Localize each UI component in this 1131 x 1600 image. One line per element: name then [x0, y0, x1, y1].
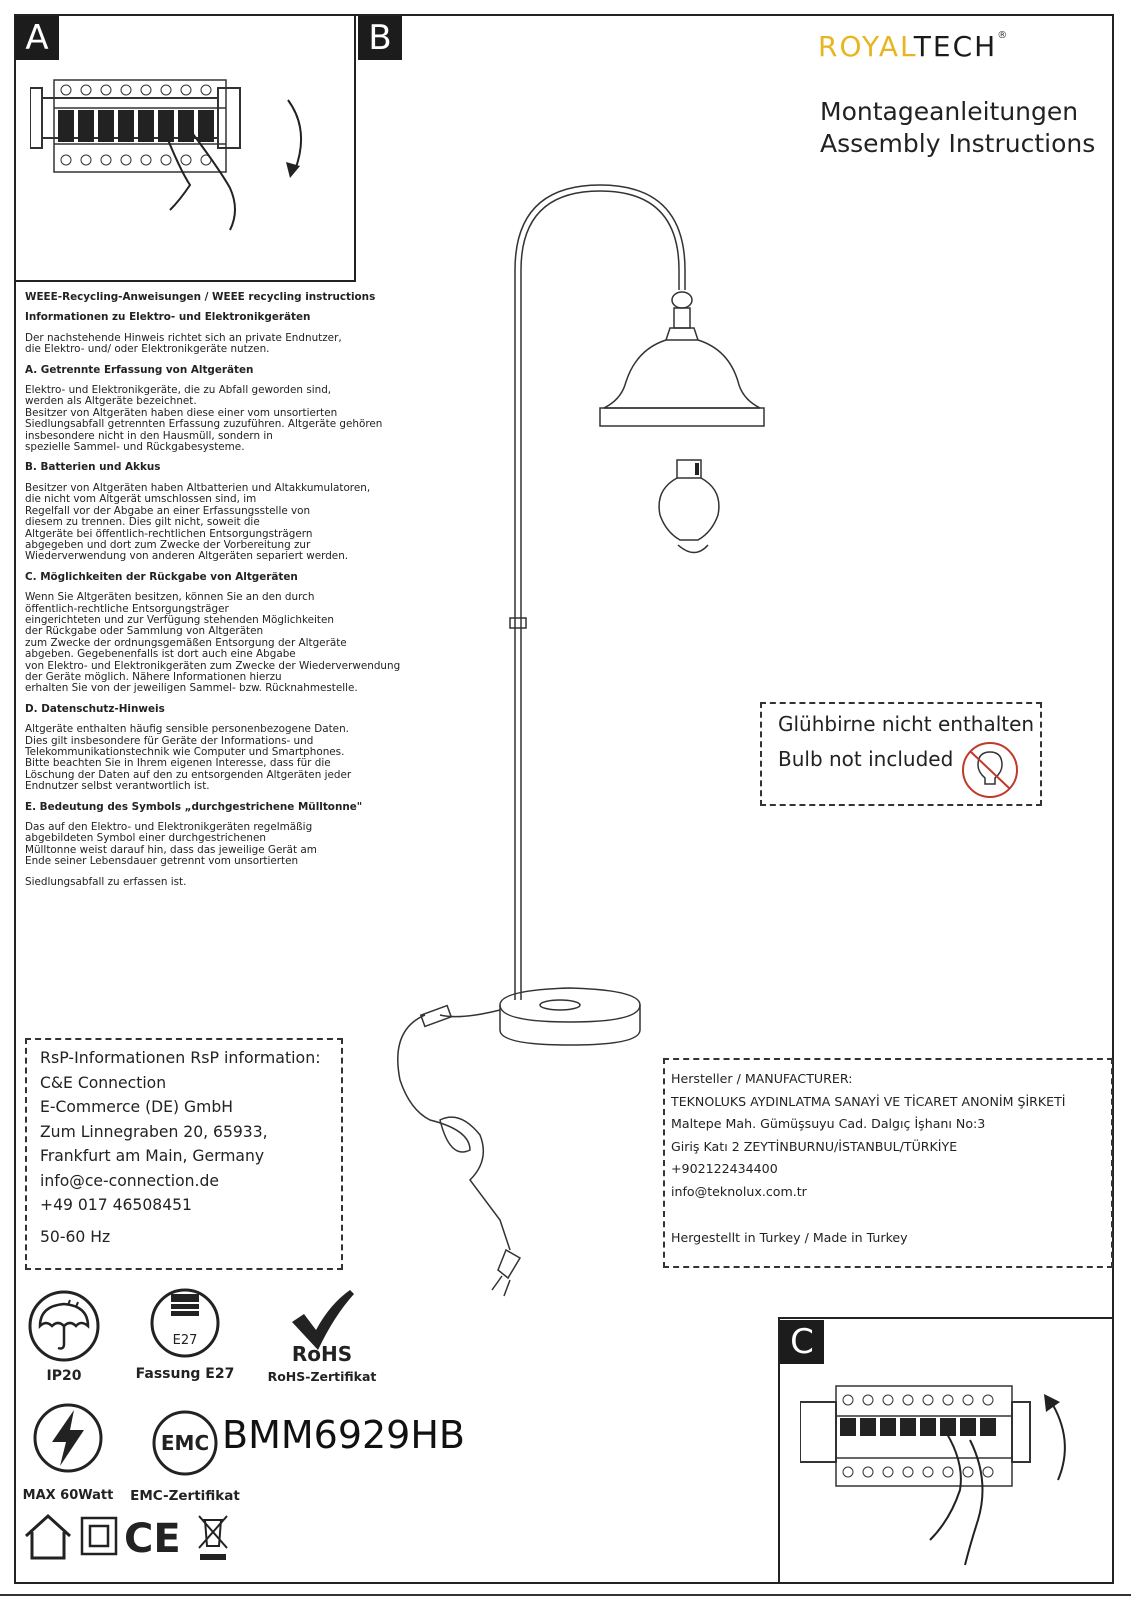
weee-section-d-title: D. Datenschutz-Hinweis [25, 702, 165, 715]
brand-name-part1: ROYAL [818, 30, 914, 63]
crossed-bin-icon [196, 1512, 230, 1564]
rohs-label: RoHS-Zertifikat [267, 1369, 377, 1384]
rohs-icon [282, 1284, 362, 1364]
brand-logo [818, 30, 1009, 63]
rsp-line: Zum Linnegraben 20, 65933, [40, 1122, 268, 1141]
rsp-line: E-Commerce (DE) GmbH [40, 1098, 233, 1116]
made-in-turkey: Hergestellt in Turkey / Made in Turkey [671, 1230, 908, 1245]
rsp-line: C&E Connection [40, 1073, 167, 1092]
e27-icon-text: E27 [172, 1333, 198, 1348]
weee-section-c-title: C. Möglichkeiten der Rückgabe von Altgeräten [25, 570, 298, 583]
weee-section-c-text: Wenn Sie Altgeräten besitzen, können Sie an den durch öffentlich-rechtliche Entsorgungsträger eingerichteten und zur Verfügung stehenden Möglichkeiten der Rückgabe oder Sammlung von Altgeräten zum Zwecke der ordnungsgemäßen Entsorgung der Altgeräte abgeben. Gegebenenfalls ist dort auch eine Abgabe von Elektro- und Elektronikgeräten zum Zwecke der Wiederverwendung der Geräte möglich. Nähere Informationen hierzu erhalten Sie von der jeweiligen Sammel- bzw. Rücknahmestelle. [25, 591, 401, 695]
bottom-rule [0, 1594, 1131, 1596]
weee-section-a-text: Elektro- und Elektronikgeräte, die zu Abfall geworden sind, werden als Altgeräte bezeichnet. Besitzer von Altgeräten haben diese einer vom unsortierten Siedlungsabfall getrennten Erfassung zuzuführen. Altgeräte gehören insbesondere nicht in den Hausmüll, sondern in spezielle Sammel- und Rückgabesysteme. [25, 384, 383, 454]
emc-icon-text: EMC [160, 1431, 210, 1455]
registered-mark: ® [997, 30, 1010, 41]
ce-mark-text: CE [124, 1516, 181, 1560]
manufacturer-line: TEKNOLUKS AYDINLATMA SANAYİ VE TİCARET ANONİM ŞİRKETİ [671, 1093, 1066, 1109]
weee-heading: WEEE-Recycling-Anweisungen / WEEE recycling instructions [25, 291, 376, 303]
step-label-c: C [780, 1320, 824, 1364]
manufacturer-line: Maltepe Mah. Gümüşsuyu Cad. Dalgıç İşhanı No:3 [671, 1116, 986, 1131]
weee-section-b-title: B. Batterien und Akkus [25, 461, 161, 474]
weee-section-e-title: E. Bedeutung des Symbols „durchgestrichene Mülltonne" [25, 800, 363, 813]
ip20-umbrella-icon [26, 1288, 102, 1364]
manufacturer-line: Giriş Katı 2 ZEYTİNBURNU/İSTANBUL/TÜRKİYE [671, 1138, 958, 1154]
title-english: Assembly Instructions [820, 129, 1096, 158]
rsp-line: +49 017 46508451 [40, 1196, 192, 1214]
max-wattage-icon [30, 1400, 106, 1476]
weee-section-b-text: Besitzer von Altgeräten haben Altbatterien und Altakkumulatoren, die nicht vom Altgerät umschlossen sind, im Regelfall vor der Abgabe an einer Erfassungsstelle von diesem zu trennen. Dies gilt nicht, soweit die Altgeräte bei öffentlich-rechtlichen Entsorgungsträgern abgegeben und dort zum Zwecke der Vorbereitung zur Wiederverwendung von anderen Altgeräten separiert werden. [25, 481, 371, 563]
breaker-on-illustration [800, 1380, 1100, 1570]
step-label-a: A [15, 16, 59, 60]
manufacturer-box [663, 1058, 1113, 1268]
no-bulb-icon [958, 740, 1022, 800]
class-2-insulation-icon [80, 1516, 118, 1556]
breaker-off-illustration [30, 70, 330, 250]
weee-instructions [25, 292, 455, 897]
emc-icon [150, 1408, 220, 1478]
weee-intro: Der nachstehende Hinweis richtet sich an private Endnutzer, die Elektro- und/ oder Elektronikgeräte nutzen. [25, 331, 342, 356]
ce-mark-icon [122, 1512, 188, 1560]
weee-section-a-title: A. Getrennte Erfassung von Altgeräten [25, 363, 254, 376]
weee-closing: Siedlungsabfall zu erfassen ist. [25, 875, 187, 888]
bulb-note-english: Bulb not included [778, 747, 954, 771]
document-title [820, 96, 1110, 160]
max-watt-label: MAX 60Watt [22, 1488, 114, 1503]
manufacturer-line: +902122434400 [671, 1161, 778, 1176]
manufacturer-heading: Hersteller / MANUFACTURER: [671, 1071, 853, 1086]
rsp-info-box [25, 1038, 343, 1270]
indoor-use-icon [22, 1512, 74, 1562]
step-label-b: B [358, 16, 402, 60]
manufacturer-line: info@teknolux.com.tr [671, 1183, 807, 1199]
rsp-frequency: 50-60 Hz [40, 1227, 111, 1246]
brand-name-part2: TECH [913, 30, 998, 63]
rsp-heading: RsP-Informationen RsP information: [40, 1048, 321, 1067]
weee-section-e-text: Das auf den Elektro- und Elektronikgeräten regelmäßig abgebildeten Symbol einer durchgestrichenen Mülltonne weist darauf hin, dass das jeweilige Gerät am Ende seiner Lebensdauer getrennt vom unsortierten [25, 821, 317, 868]
emc-label: EMC-Zertifikat [130, 1488, 240, 1504]
title-german: Montageanleitungen [820, 97, 1079, 126]
e27-socket-icon [148, 1286, 222, 1360]
ip20-label: IP20 [46, 1368, 82, 1384]
bulb-note-german: Glühbirne nicht enthalten [778, 712, 1035, 736]
rsp-line: info@ce-connection.de [40, 1171, 220, 1190]
socket-label: Fassung E27 [135, 1366, 235, 1382]
rohs-icon-text: RoHS [291, 1342, 353, 1364]
weee-subheading: Informationen zu Elektro- und Elektronikgeräten [25, 311, 311, 324]
rsp-line: Frankfurt am Main, Germany [40, 1147, 265, 1165]
model-number: BMM6929HB [222, 1413, 465, 1457]
weee-section-d-text: Altgeräte enthalten häufig sensible personenbezogene Daten. Dies gilt insbesondere für Geräte der Informations- und Telekommunikationstechnik wie Computer und Smartphones. Bitte beachten Sie in Ihrem eigenen Interesse, dass für die Löschung der Daten auf den zu entsorgenden Altgeräten jeder Endnutzer selbst verantwortlich ist. [25, 723, 352, 793]
